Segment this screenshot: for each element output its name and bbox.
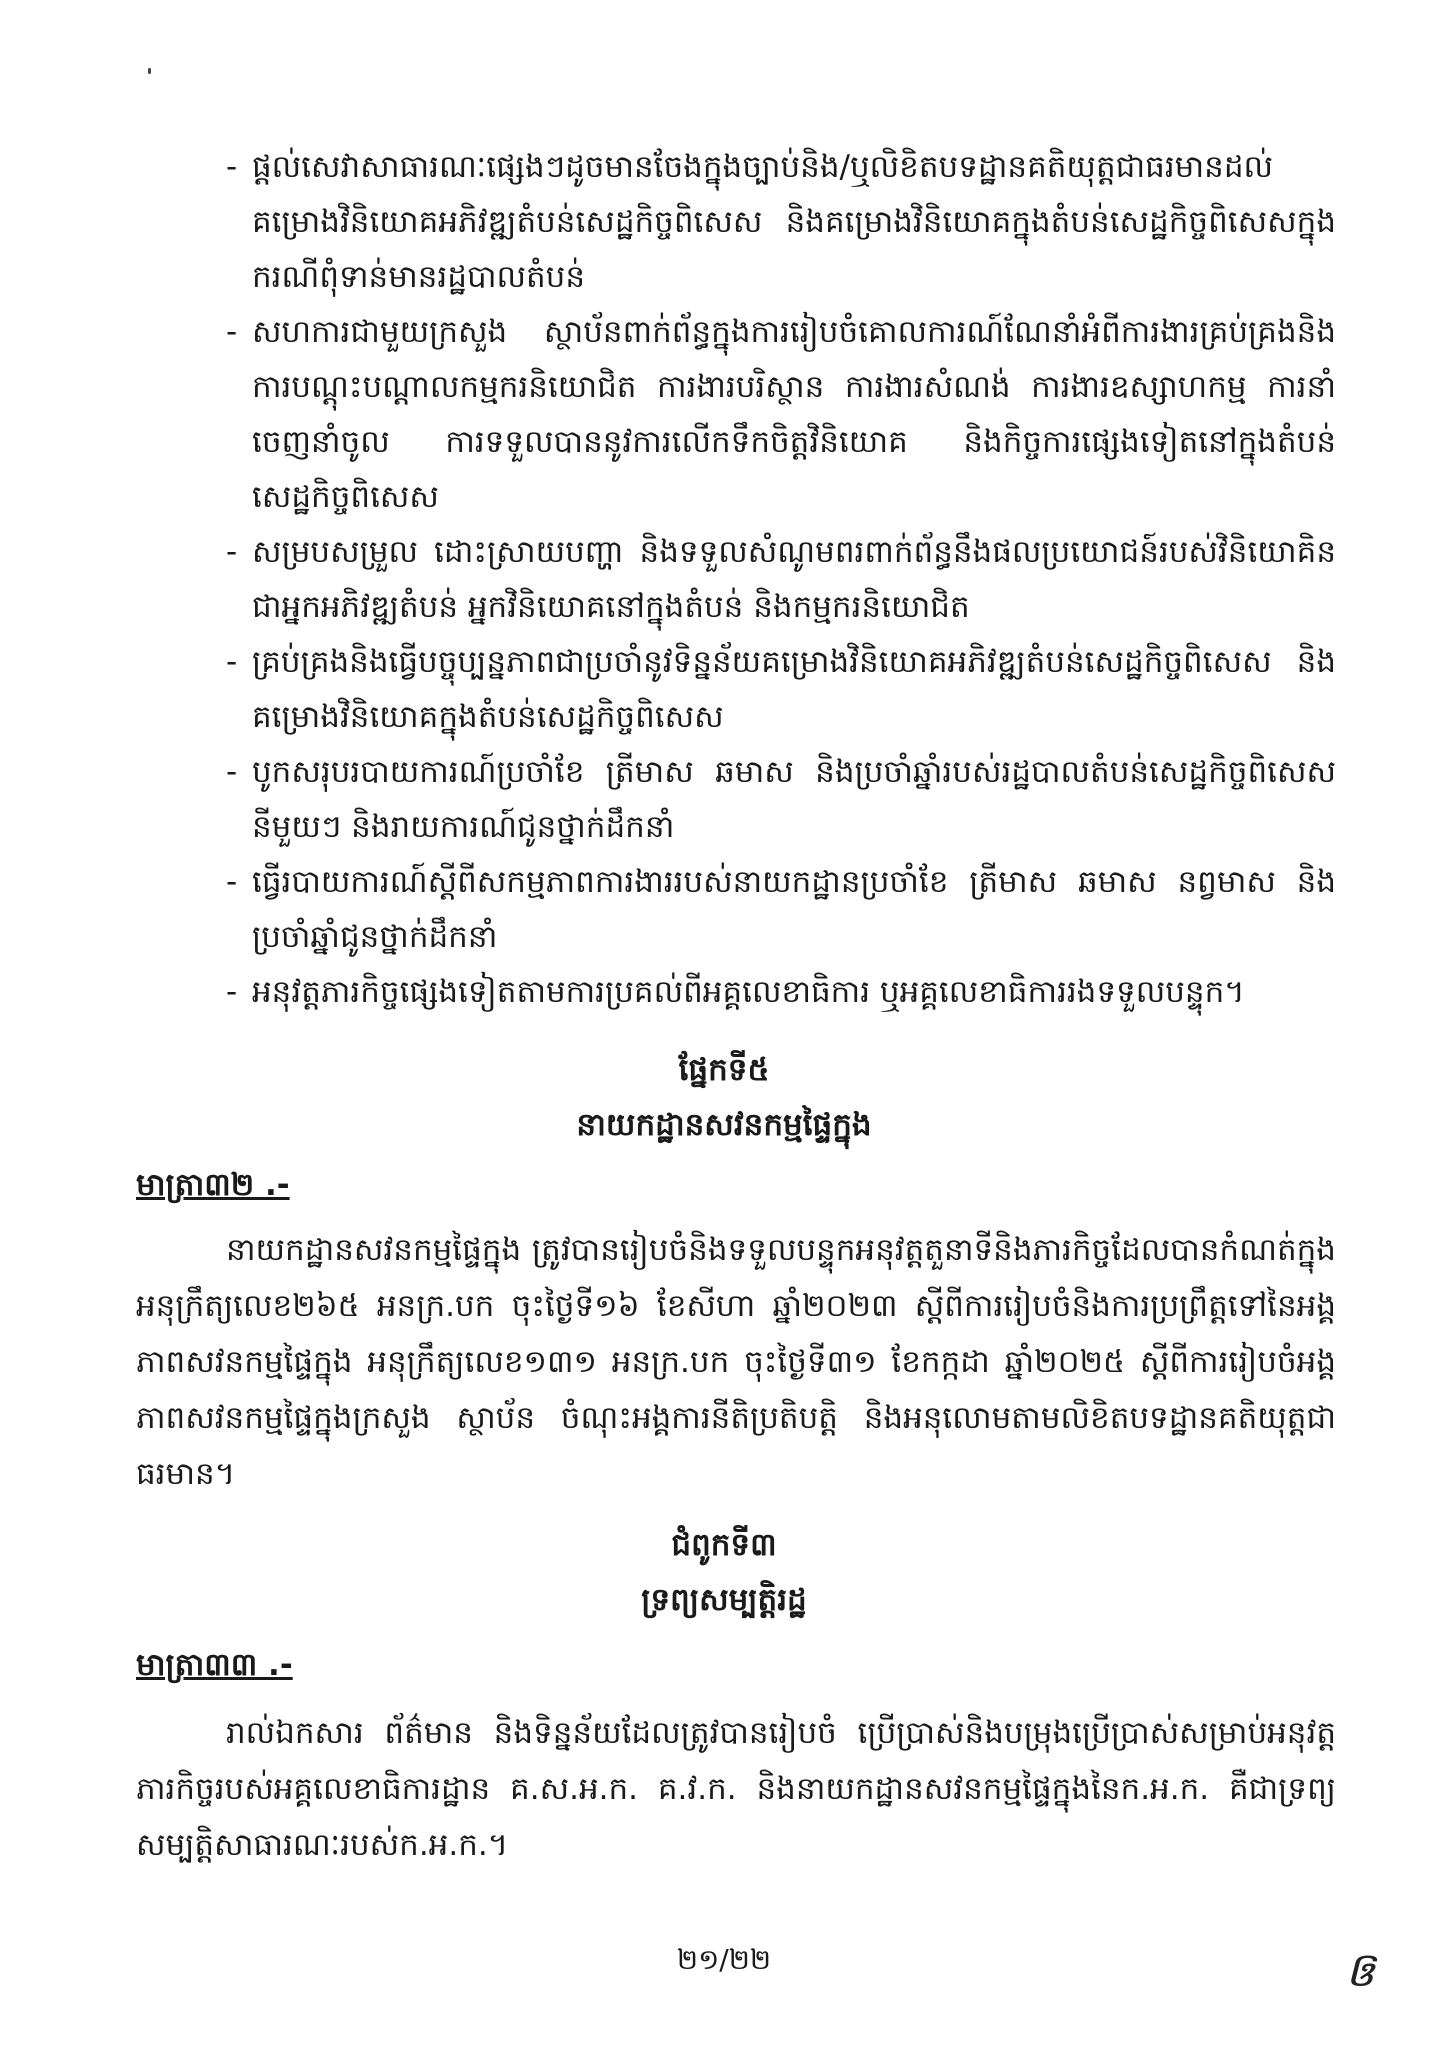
list-item: - អនុវត្តភារកិច្ចផ្សេងទៀតតាមការប្រគល់ពីអគ្គលេខាធិការ ឬអគ្គលេខាធិការរងទទួលបន្ទុក។ [226,974,1245,1010]
article-32-body: នាយកដ្ឋានសវនកម្មផ្ទៃក្នុង ត្រូវបានរៀបចំនិងទទួលបន្ទុកអនុវត្តតួនាទីនិងភារកិច្ចដែលបានកំណត់ក្នុងអនុក្រឹត្យលេខ២៦៥ អនក្រ.បក ចុះថ្ងៃទី១៦ ខែសីហា ឆ្នាំ២០២៣ ស្តីពីការរៀបចំនិងការប្រព្រឹត្តទៅនៃអង្គភាពសវនកម្មផ្ទៃក្នុង អនុក្រឹត្យលេខ១៣១ អនក្រ.បក ចុះថ្ងៃទី៣១ ខែកក្កដា ឆ្នាំ២០២៥ ស្តីពីការរៀបចំអង្គភាពសវនកម្មផ្ទៃក្នុងក្រសួង ស្ថាប័ន ចំណុះអង្គការនីតិប្រតិបត្តិ និងអនុលោមតាមលិខិតបទដ្ឋានគតិយុត្តជាធរមាន។ [136,1232,1336,1492]
part-label: ផ្នែកទី៥ [678,1052,770,1088]
list-item-text: សហការជាមួយក្រសួង ស្ថាប័នពាក់ព័ន្ធក្នុងការរៀបចំគោលការណ៍ណែនាំអំពីការងារគ្រប់គ្រងនិងការបណ្តុះបណ្តាលកម្មករនិយោជិត ការងារបរិស្ថាន ការងារសំណង់ ការងារឧស្សាហកម្ម ការនាំចេញនាំចូល ការទទួលបាននូវការលើកទឹកចិត្តវិនិយោគ និងកិច្ចការផ្សេងទៀតនៅក្នុងតំបន់សេដ្ឋកិច្ចពិសេស [252,314,1336,515]
chapter-title: ទ្រព្យសម្បត្តិរដ្ឋ [641,1582,807,1618]
article-32-title: មាត្រា៣២ .- [136,1167,290,1203]
list-item: - សម្របសម្រួល ដោះស្រាយបញ្ហា និងទទួលសំណូមពរពាក់ព័ន្ធនឹងផលប្រយោជន៍របស់វិនិយោគិនជាអ្នកអភិវឌ្ឍតំបន់ អ្នកវិនិយោគនៅក្នុងតំបន់ និងកម្មករនិយោជិត [226,534,1336,625]
duties-list [226,140,1336,1020]
list-item: - សហការជាមួយក្រសួង ស្ថាប័នពាក់ព័ន្ធក្នុងការរៀបចំគោលការណ៍ណែនាំអំពីការងារគ្រប់គ្រងនិងការបណ្តុះបណ្តាលកម្មករនិយោជិត ការងារបរិស្ថាន ការងារសំណង់ ការងារឧស្សាហកម្ម ការនាំចេញនាំចូល ការទទួលបាននូវការលើកទឹកចិត្តវិនិយោគ និងកិច្ចការផ្សេងទៀតនៅក្នុងតំបន់សេដ្ឋកិច្ចពិសេស [226,314,1336,515]
list-item-text: ធ្វើរបាយការណ៍ស្តីពីសកម្មភាពការងាររបស់នាយកដ្ឋានប្រចាំខែ ត្រីមាស ឆមាស នព្វមាស និងប្រចាំឆ្នាំជូនថ្នាក់ដឹកនាំ [252,864,1336,955]
article-33-title: មាត្រា៣៣ .- [136,1647,293,1683]
part-title: នាយកដ្ឋានសវនកម្មផ្ទៃក្នុង [576,1107,872,1143]
list-item: - គ្រប់គ្រងនិងធ្វើបច្ចុប្បន្នភាពជាប្រចាំនូវទិន្នន័យគម្រោងវិនិយោគអភិវឌ្ឍតំបន់សេដ្ឋកិច្ចពិសេស និងគម្រោងវិនិយោគក្នុងតំបន់សេដ្ឋកិច្ចពិសេស [226,644,1336,735]
scan-speck [148,68,151,74]
chapter-label: ជំពូកទី៣ [671,1527,777,1563]
handwritten-initial: ឲ [1345,1942,1376,1998]
article-33-body: រាល់ឯកសារ ព័ត៌មាន និងទិន្នន័យដែលត្រូវបានរៀបចំ ប្រើប្រាស់និងបម្រុងប្រើប្រាស់សម្រាប់អនុវត្តភារកិច្ចរបស់អគ្គលេខាធិការដ្ឋាន គ.ស.អ.ក. គ.វ.ក. និងនាយកដ្ឋានសវនកម្មផ្ទៃក្នុងនៃក.អ.ក. គឺជាទ្រព្យសម្បត្តិសាធារណៈរបស់ក.អ.ក.។ [136,1715,1336,1863]
list-item-text: គ្រប់គ្រងនិងធ្វើបច្ចុប្បន្នភាពជាប្រចាំនូវទិន្នន័យគម្រោងវិនិយោគអភិវឌ្ឍតំបន់សេដ្ឋកិច្ចពិសេស និងគម្រោងវិនិយោគក្នុងតំបន់សេដ្ឋកិច្ចពិសេស [252,644,1336,735]
list-item-text: បូកសរុបរបាយការណ៍ប្រចាំខែ ត្រីមាស ឆមាស និងប្រចាំឆ្នាំរបស់រដ្ឋបាលតំបន់សេដ្ឋកិច្ចពិសេសនីមួយៗ និងរាយការណ៍ជូនថ្នាក់ដឹកនាំ [252,754,1336,845]
list-item-text: ផ្តល់សេវាសាធារណៈផ្សេងៗដូចមានចែងក្នុងច្បាប់និង/ឬលិខិតបទដ្ឋានគតិយុត្តជាធរមានដល់គម្រោងវិនិយោគអភិវឌ្ឍតំបន់សេដ្ឋកិច្ចពិសេស និងគម្រោងវិនិយោគក្នុងតំបន់សេដ្ឋកិច្ចពិសេសក្នុងករណីពុំទាន់មានរដ្ឋបាលតំបន់ [252,149,1336,295]
list-item: - ផ្តល់សេវាសាធារណៈផ្សេងៗដូចមានចែងក្នុងច្បាប់និង/ឬលិខិតបទដ្ឋានគតិយុត្តជាធរមានដល់គម្រោងវិនិយោគអភិវឌ្ឍតំបន់សេដ្ឋកិច្ចពិសេស និងគម្រោងវិនិយោគក្នុងតំបន់សេដ្ឋកិច្ចពិសេសក្នុងករណីពុំទាន់មានរដ្ឋបាលតំបន់ [226,149,1336,295]
page-number: ២១/២២ [676,1943,772,1976]
list-item: - បូកសរុបរបាយការណ៍ប្រចាំខែ ត្រីមាស ឆមាស និងប្រចាំឆ្នាំរបស់រដ្ឋបាលតំបន់សេដ្ឋកិច្ចពិសេសនីមួយៗ និងរាយការណ៍ជូនថ្នាក់ដឹកនាំ [226,754,1336,845]
list-item-text: សម្របសម្រួល ដោះស្រាយបញ្ហា និងទទួលសំណូមពរពាក់ព័ន្ធនឹងផលប្រយោជន៍របស់វិនិយោគិនជាអ្នកអភិវឌ្ឍតំបន់ អ្នកវិនិយោគនៅក្នុងតំបន់ និងកម្មករនិយោជិត [252,534,1336,625]
list-item-text: អនុវត្តភារកិច្ចផ្សេងទៀតតាមការប្រគល់ពីអគ្គលេខាធិការ ឬអគ្គលេខាធិការរងទទួលបន្ទុក។ [252,974,1245,1010]
list-item: - ធ្វើរបាយការណ៍ស្តីពីសកម្មភាពការងាររបស់នាយកដ្ឋានប្រចាំខែ ត្រីមាស ឆមាស នព្វមាស និងប្រចាំឆ្នាំជូនថ្នាក់ដឹកនាំ [226,864,1336,955]
